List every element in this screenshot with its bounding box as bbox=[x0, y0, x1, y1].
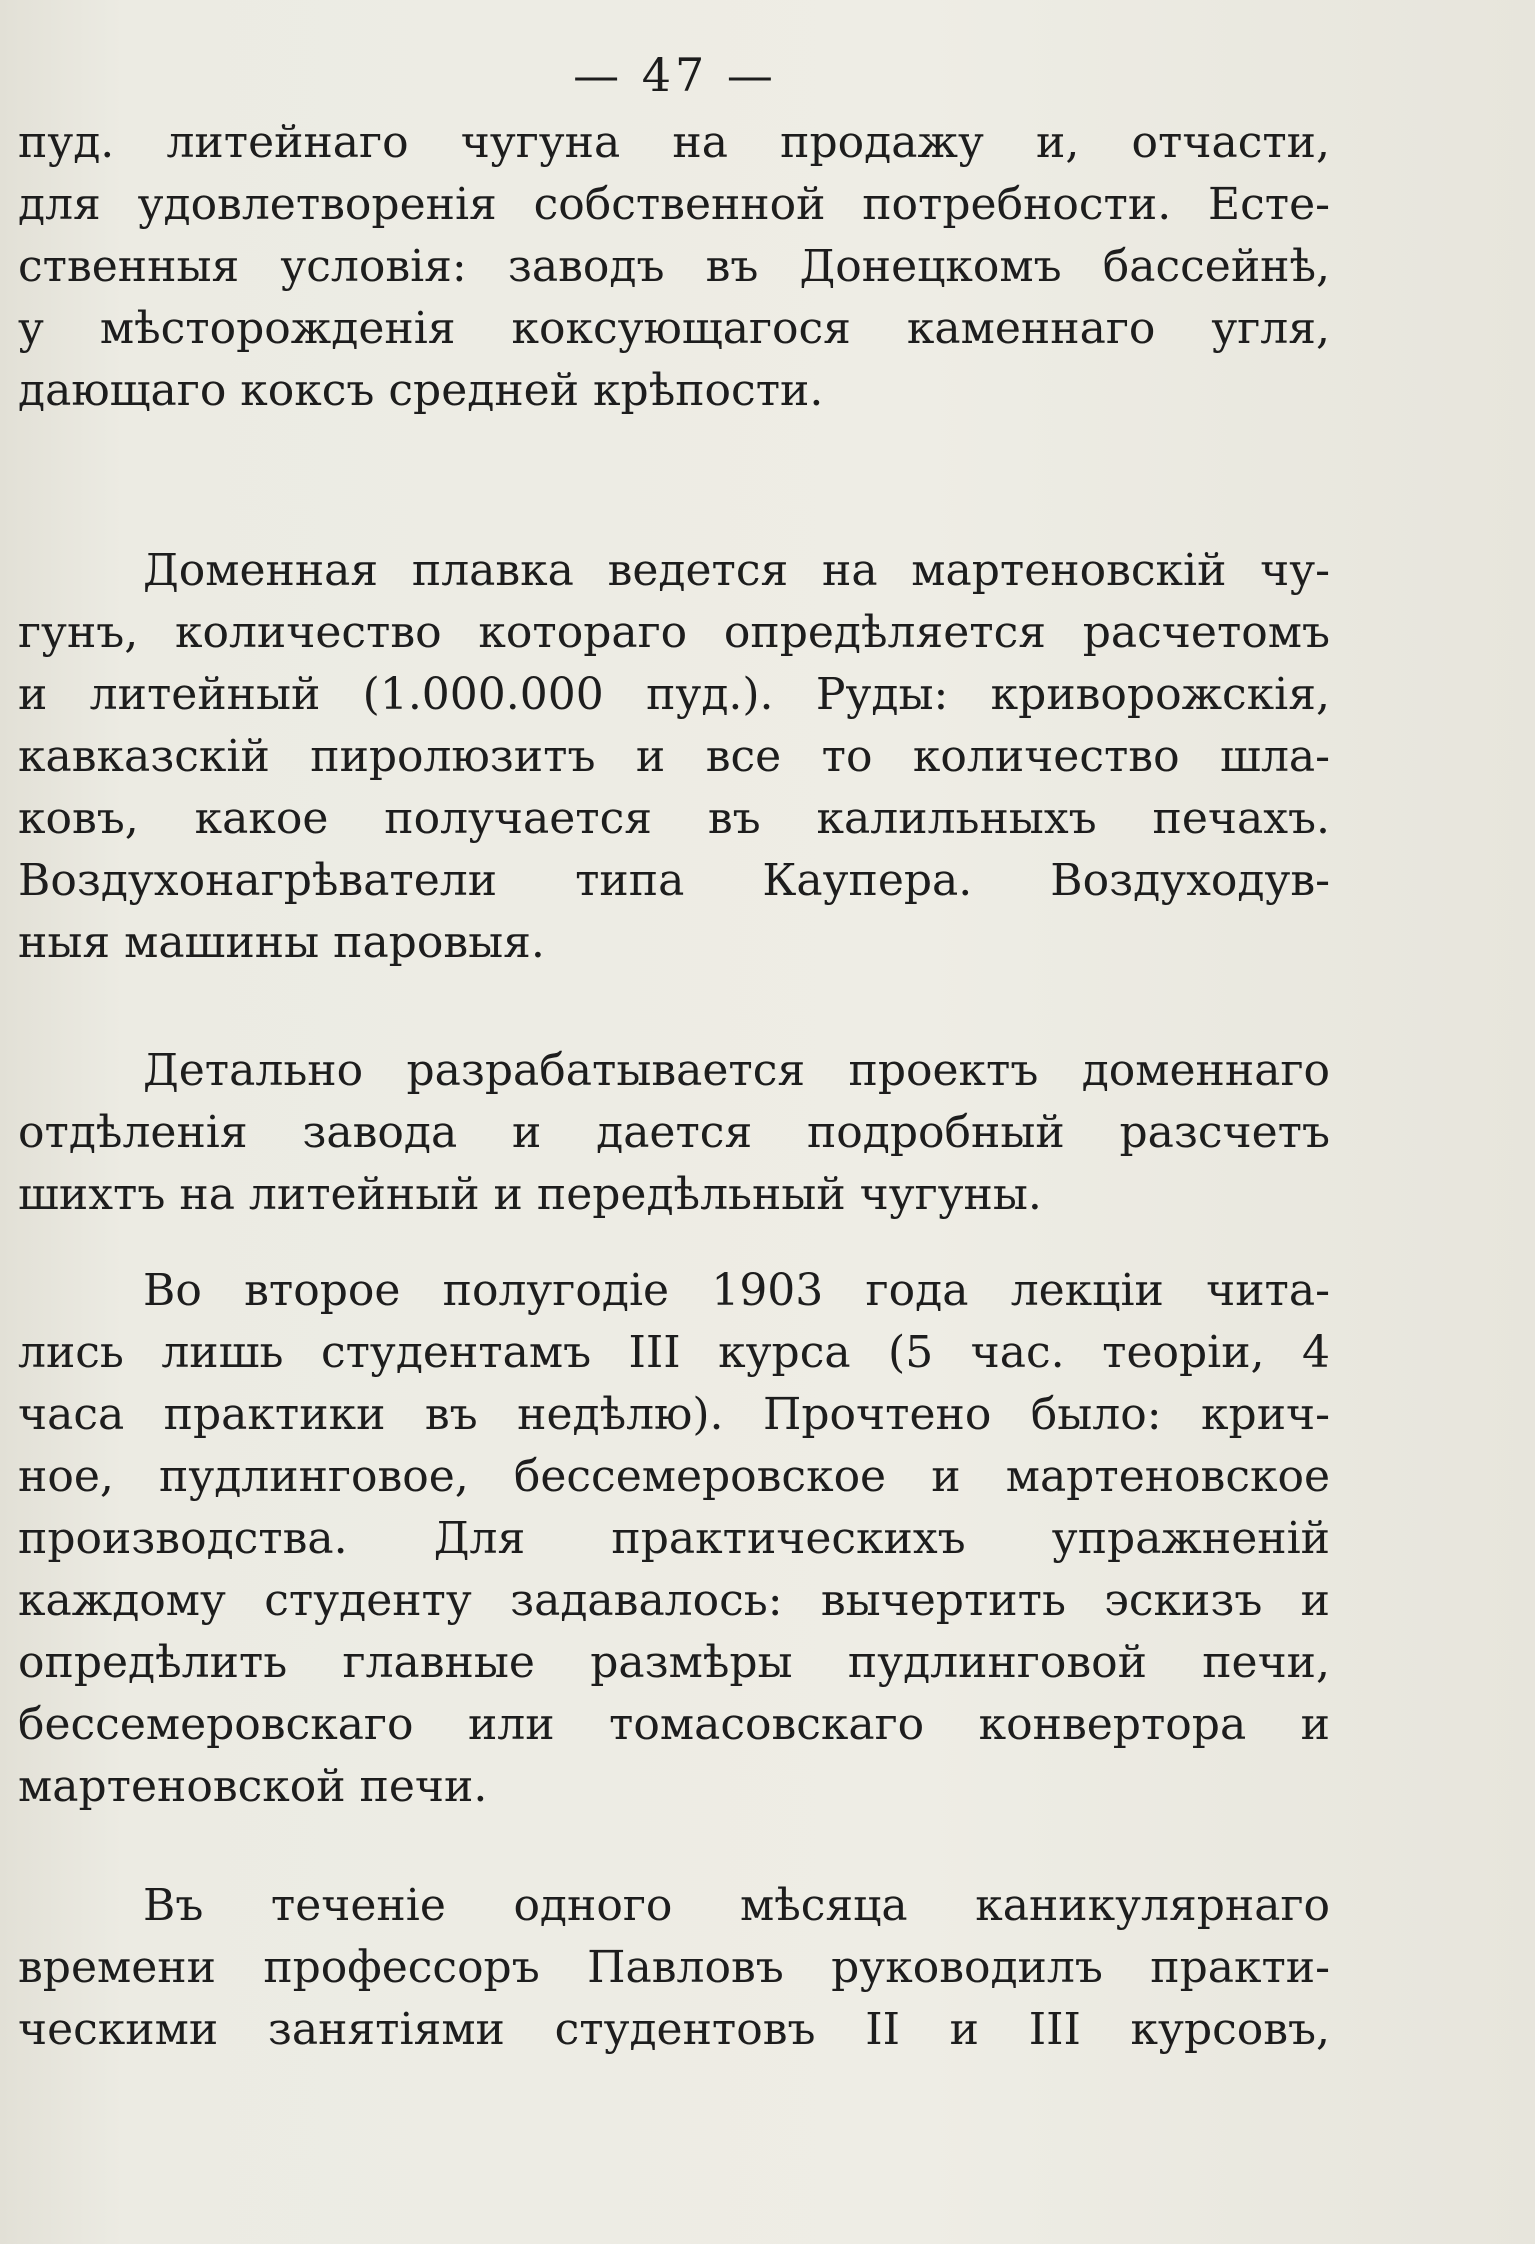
text-line: для удовлетворенія собственной потребности. Есте- bbox=[18, 179, 1330, 230]
text-line: Во второе полугодіе 1903 года лекціи чита- bbox=[143, 1265, 1330, 1316]
text-line: Воздухонагрѣватели типа Каупера. Воздуходув- bbox=[18, 855, 1330, 906]
text-line: пуд. литейнаго чугуна на продажу и, отчасти, bbox=[18, 117, 1330, 168]
text-line: Доменная плавка ведется на мартеновскій чу- bbox=[143, 545, 1330, 596]
text-line: лись лишь студентамъ III курса (5 час. теоріи, 4 bbox=[18, 1327, 1330, 1378]
text-line: часа практики въ недѣлю). Прочтено было: крич- bbox=[18, 1389, 1330, 1440]
paragraph-2 bbox=[18, 540, 1330, 974]
text-line: производства. Для практическихъ упражненій bbox=[18, 1513, 1330, 1564]
paragraph-1 bbox=[18, 112, 1330, 422]
text-line: бессемеровскаго или томасовскаго конвертора и bbox=[18, 1699, 1330, 1750]
text-line: мартеновской печи. bbox=[18, 1761, 488, 1812]
text-line: и литейный (1.000.000 пуд.). Руды: криворожскія, bbox=[18, 669, 1330, 720]
text-line: времени профессоръ Павловъ руководилъ практи- bbox=[18, 1942, 1330, 1993]
paragraph-4 bbox=[18, 1260, 1330, 1818]
text-line: ныя машины паровыя. bbox=[18, 917, 545, 968]
text-line: Детально разрабатывается проектъ доменнаго bbox=[143, 1045, 1330, 1096]
text-line: Въ теченіе одного мѣсяца каникулярнаго bbox=[143, 1880, 1330, 1931]
page-number: — 47 — bbox=[573, 48, 777, 102]
paragraph-5 bbox=[18, 1875, 1330, 2061]
text-line: каждому студенту задавалось: вычертить эскизъ и bbox=[18, 1575, 1330, 1626]
text-line: гунъ, количество котораго опредѣляется расчетомъ bbox=[18, 607, 1330, 658]
text-line: опредѣлить главные размѣры пудлинговой печи, bbox=[18, 1637, 1330, 1688]
text-line: кавказскій пиролюзитъ и все то количество шла- bbox=[18, 731, 1330, 782]
text-line: ковъ, какое получается въ калильныхъ печахъ. bbox=[18, 793, 1330, 844]
text-line: дающаго коксъ средней крѣпости. bbox=[18, 365, 824, 416]
text-line: шихтъ на литейный и передѣльный чугуны. bbox=[18, 1169, 1042, 1220]
text-line: у мѣсторожденія коксующагося каменнаго угля, bbox=[18, 303, 1330, 354]
text-line: ное, пудлинговое, бессемеровское и мартеновское bbox=[18, 1451, 1330, 1502]
text-line: отдѣленія завода и дается подробный разсчетъ bbox=[18, 1107, 1330, 1158]
text-line: ственныя условія: заводъ въ Донецкомъ бассейнѣ, bbox=[18, 241, 1330, 292]
text-line: ческими занятіями студентовъ II и III курсовъ, bbox=[18, 2004, 1330, 2055]
paragraph-3 bbox=[18, 1040, 1330, 1226]
